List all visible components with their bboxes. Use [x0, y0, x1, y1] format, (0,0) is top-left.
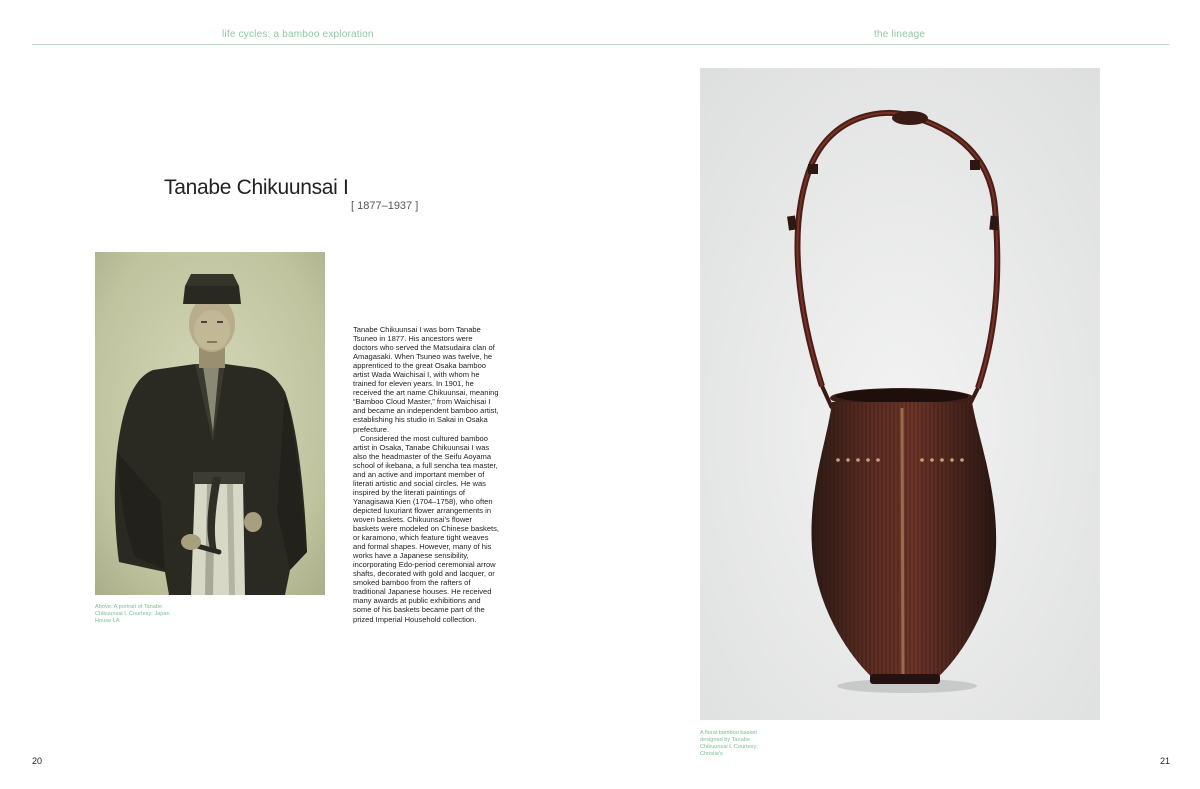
body-paragraph: Tanabe Chikuunsai I was born Tanabe Tsuneo in 1877. His ancestors were doctors who served the Matsudaira clan of Amagasaki. When Tsuneo was twelve, he apprenticed to the great Osaka bamboo artist Wada Waichisai I, with whom he trained for eleven years. In 1901, he received the art name Chikuunsai, meaning “Bamboo Cloud Master,” from Waichisai I and became an independent bamboo artist, establishing his studio in Sakai in Osaka prefecture. — [353, 325, 499, 434]
page-number-left: 20 — [32, 756, 43, 766]
page-number-right: 21 — [1160, 756, 1171, 766]
bamboo-basket-photo — [700, 68, 1100, 720]
article-body — [353, 325, 499, 624]
basket-caption: A floral bamboo basket designed by Tanabe Chikuunsai I. Courtesy: Christie's — [700, 730, 758, 757]
header-rule — [32, 44, 1169, 45]
running-title-right: the lineage — [874, 29, 926, 40]
article-dates: [ 1877–1937 ] — [351, 200, 419, 212]
article-title: Tanabe Chikuunsai I — [164, 176, 349, 199]
portrait-caption: Above: A portrait of Tanabe Chikuunsai I. Courtesy: Japan House LA — [95, 604, 170, 624]
body-paragraph: Considered the most cultured bamboo artist in Osaka, Tanabe Chikuunsai I was also the headmaster of the Seifu Aoyama school of ikebana, a full sencha tea master, and an active and important member of literati artistic and social circles. He was inspired by the literati paintings of Yanagisawa Kien (1704–1758), who often depicted luxuriant flower arrangements in woven baskets. Chikuunsai’s flower baskets were modeled on Chinese baskets, or karamono, which feature tight weaves and formal shapes. However, many of his works have a Japanese sensibility, incorporating Edo-period ceremonial arrow shafts, decorated with gold and lacquer, or smoked bamboo from the rafters of traditional Japanese houses. He received many awards at public exhibitions and some of his baskets became part of the prized Imperial Household collection. — [353, 433, 499, 624]
running-title-left: life cycles: a bamboo exploration — [222, 29, 374, 40]
portrait-photo — [95, 252, 325, 595]
